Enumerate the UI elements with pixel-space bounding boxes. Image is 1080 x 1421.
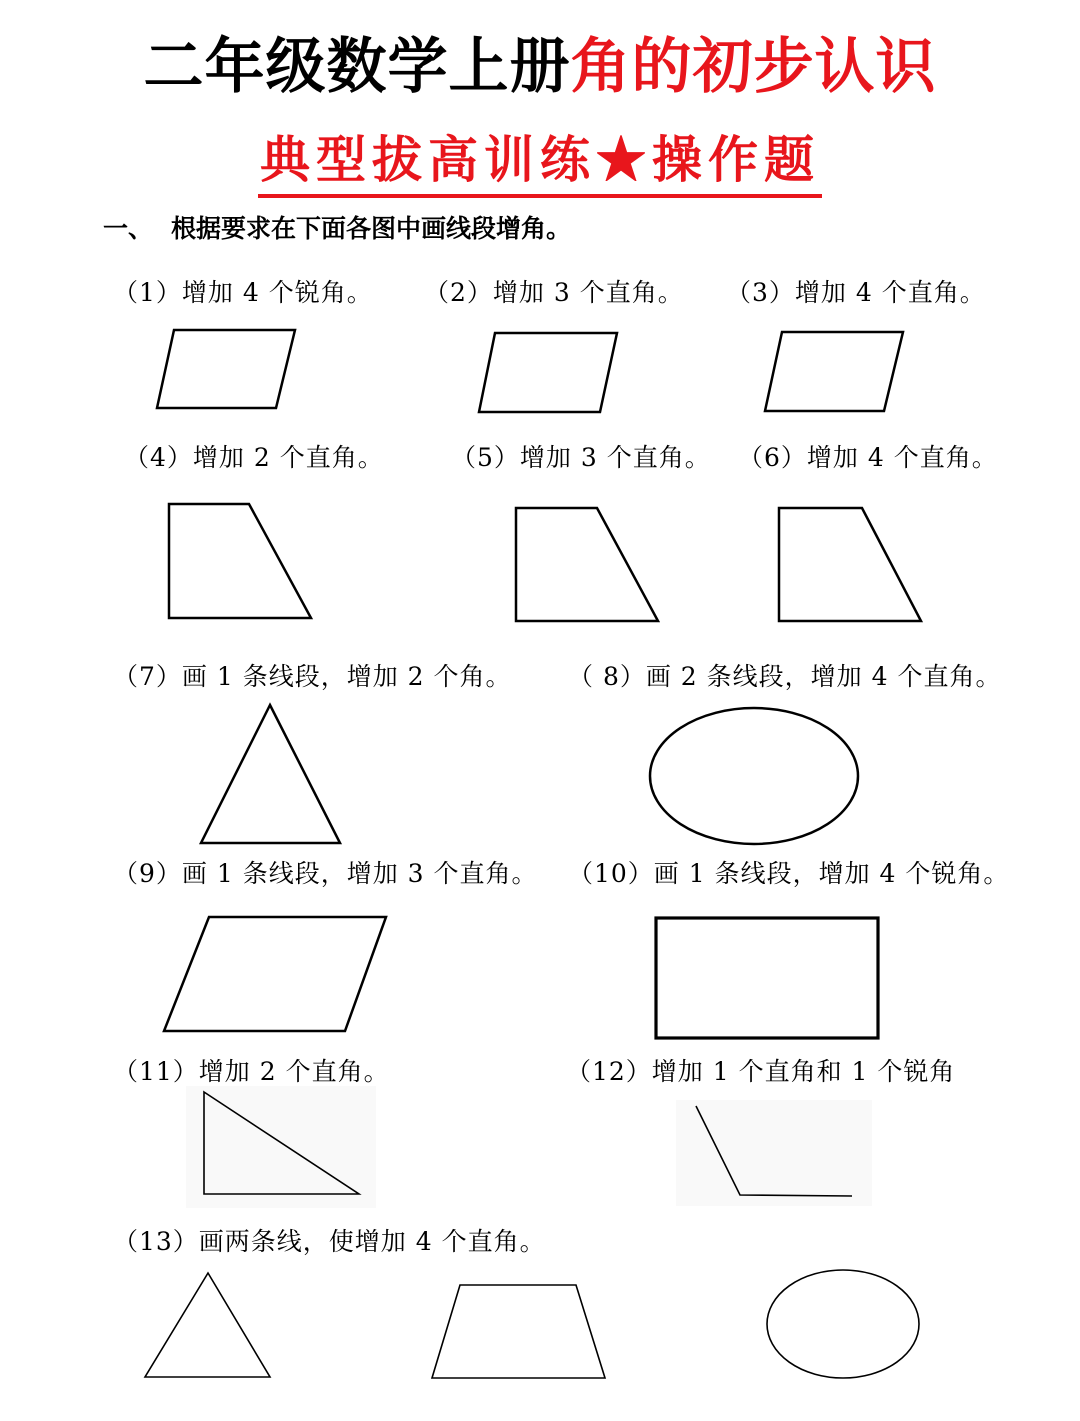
ellipse-13 — [767, 1270, 919, 1378]
question-10: （10）画 1 条线段，增加 4 个锐角。 — [568, 859, 1010, 888]
question-8: （ 8）画 2 条线段，增加 4 个直角。 — [568, 662, 1002, 691]
section-number: 一、 — [103, 214, 154, 243]
question-5: （5）增加 3 个直角。 — [451, 443, 711, 472]
question-1: （1）增加 4 个锐角。 — [113, 278, 373, 307]
question-6: （6）增加 4 个直角。 — [738, 443, 998, 472]
question-12: （12）增加 1 个直角和 1 个锐角 — [566, 1057, 956, 1086]
triangle-13 — [145, 1273, 270, 1377]
right-trapezoid-4 — [169, 504, 311, 618]
parallelogram-3 — [765, 332, 903, 411]
right-triangle-11 — [204, 1092, 359, 1194]
right-trapezoid-5 — [516, 508, 658, 621]
subtitle: 典型拔高训练★操作题 — [258, 128, 822, 198]
angle-12 — [696, 1106, 852, 1196]
section-instruction: 根据要求在下面各图中画线段增角。 — [171, 214, 572, 243]
right-trapezoid-6 — [779, 508, 921, 621]
question-7: （7）画 1 条线段，增加 2 个角。 — [113, 662, 512, 691]
triangle-7 — [201, 705, 340, 843]
rectangle-10 — [656, 918, 878, 1038]
question-2: （2）增加 3 个直角。 — [424, 278, 684, 307]
title-red: 角的初步认识 — [570, 32, 937, 102]
question-11: （11）增加 2 个直角。 — [113, 1057, 390, 1086]
question-4: （4）增加 2 个直角。 — [124, 443, 384, 472]
question-13: （13）画两条线，使增加 4 个直角。 — [113, 1227, 546, 1256]
ellipse-8 — [650, 708, 858, 844]
question-9: （9）画 1 条线段，增加 3 个直角。 — [113, 859, 538, 888]
parallelogram-2 — [479, 333, 617, 412]
trapezoid-13 — [432, 1285, 605, 1378]
question-3: （3）增加 4 个直角。 — [726, 278, 986, 307]
parallelogram-1 — [157, 330, 295, 408]
parallelogram-9 — [164, 917, 386, 1031]
title-black: 二年级数学上册 — [143, 32, 571, 102]
